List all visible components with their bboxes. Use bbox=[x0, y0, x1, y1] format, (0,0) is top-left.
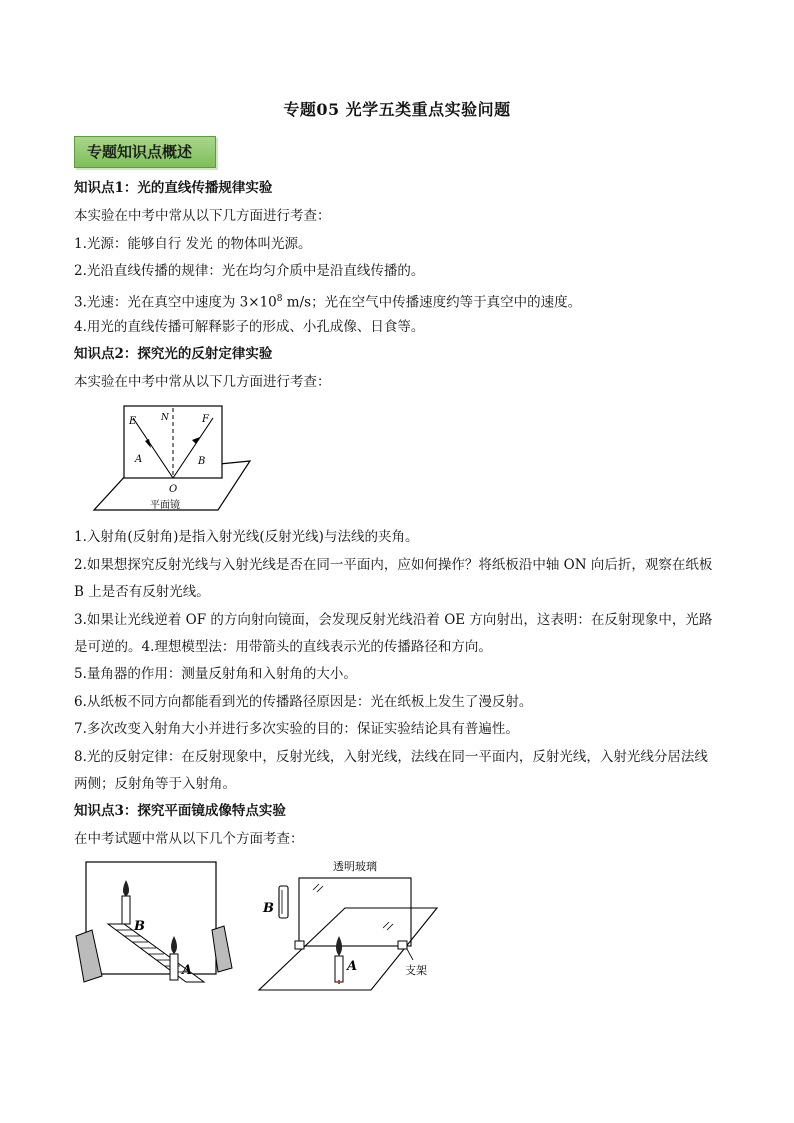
label-transparent-glass: 透明玻璃 bbox=[333, 860, 377, 873]
fig-left-label-A: A bbox=[182, 963, 193, 978]
k1-heading: 知识点1：光的直线传播规律实验 bbox=[74, 180, 273, 196]
fig-right-label-A: A bbox=[347, 959, 358, 974]
glass-plate bbox=[86, 862, 216, 974]
k2-intro: 本实验在中考中常从以下几方面进行考查： bbox=[74, 374, 331, 390]
k2-item-3a: 3.如果让光线逆着 OF 的方向射向镜面，会发现反射光线沿着 OE 方向射出，这表明：在反射现象中，光路 bbox=[74, 612, 713, 628]
k1-item-3-head: 3.光速：光在真空中速度为 3×10 bbox=[74, 294, 277, 311]
k1-item-3 bbox=[74, 289, 724, 313]
section-banner bbox=[74, 136, 216, 168]
k1-speed-exponent: 8 bbox=[276, 294, 283, 304]
k1-item-1: 1.光源：能够自行 发光 的物体叫光源。 bbox=[74, 236, 312, 252]
candle-a-right bbox=[335, 956, 343, 982]
k1-item-3-tail: m/s；光在空气中传播速度约等于真空中的速度。 bbox=[282, 294, 582, 311]
label-N: N bbox=[161, 413, 169, 423]
candle-b bbox=[122, 896, 130, 924]
stand-right bbox=[398, 941, 407, 949]
label-F: F bbox=[202, 414, 209, 425]
k1-item-4: 4.用光的直线传播可解释影子的形成、小孔成像、日食等。 bbox=[74, 319, 425, 335]
candle-b-right bbox=[279, 886, 288, 918]
k2-item-8b: 两侧；反射角等于入射角。 bbox=[74, 776, 236, 792]
page-title: 专题05 光学五类重点实验问题 bbox=[283, 100, 511, 119]
fig-right-label-B: B bbox=[263, 901, 274, 916]
k2-item-7: 7.多次改变入射角大小并进行多次实验的目的：保证实验结论具有普遍性。 bbox=[74, 721, 519, 737]
k3-intro: 在中考试题中常从以下几个方面考查： bbox=[74, 831, 304, 847]
k1-item-2: 2.光沿直线传播的规律：光在均匀介质中是沿直线传播的。 bbox=[74, 263, 425, 279]
k2-item-5: 5.量角器的作用：测量反射角和入射角的大小。 bbox=[74, 666, 357, 682]
label-mirror: 平面镜 bbox=[150, 500, 180, 511]
candle-a bbox=[170, 954, 178, 980]
section-banner-label: 专题知识点概述 bbox=[87, 143, 193, 161]
fig-left-label-B: B bbox=[134, 919, 145, 934]
plane-mirror-setup-figure-right bbox=[255, 856, 455, 998]
reflection-experiment-figure bbox=[88, 400, 258, 518]
k2-item-1: 1.入射角(反射角)是指入射光线(反射光线)与法线的夹角。 bbox=[74, 529, 419, 545]
k3-heading: 知识点3：探究平面镜成像特点实验 bbox=[74, 803, 286, 819]
k2-item-6: 6.从纸板不同方向都能看到光的传播路径原因是：光在纸板上发生了漫反射。 bbox=[74, 694, 533, 710]
stand-left bbox=[295, 941, 304, 949]
k2-heading: 知识点2：探究光的反射定律实验 bbox=[74, 346, 273, 362]
plane-mirror-setup-figure-left bbox=[72, 858, 242, 988]
k2-item-8a: 8.光的反射定律：在反射现象中，反射光线，入射光线，法线在同一平面内，反射光线，入射光线分居法线 bbox=[74, 749, 708, 765]
k2-item-2b: B 上是否有反射光线。 bbox=[74, 584, 210, 600]
label-O: O bbox=[169, 484, 178, 495]
k1-intro: 本实验在中考中常从以下几方面进行考查： bbox=[74, 208, 331, 224]
label-A: A bbox=[135, 454, 143, 465]
k2-item-2a: 2.如果想探究反射光线与入射光线是否在同一平面内，应如何操作？将纸板沿中轴 ON 向后折，观察在纸板 bbox=[74, 557, 713, 573]
label-stand: 支架 bbox=[405, 964, 427, 977]
label-E: E bbox=[129, 416, 137, 427]
k2-item-3b: 是可逆的。4.理想模型法：用带箭头的直线表示光的传播路径和方向。 bbox=[74, 639, 492, 655]
label-B: B bbox=[198, 456, 206, 467]
